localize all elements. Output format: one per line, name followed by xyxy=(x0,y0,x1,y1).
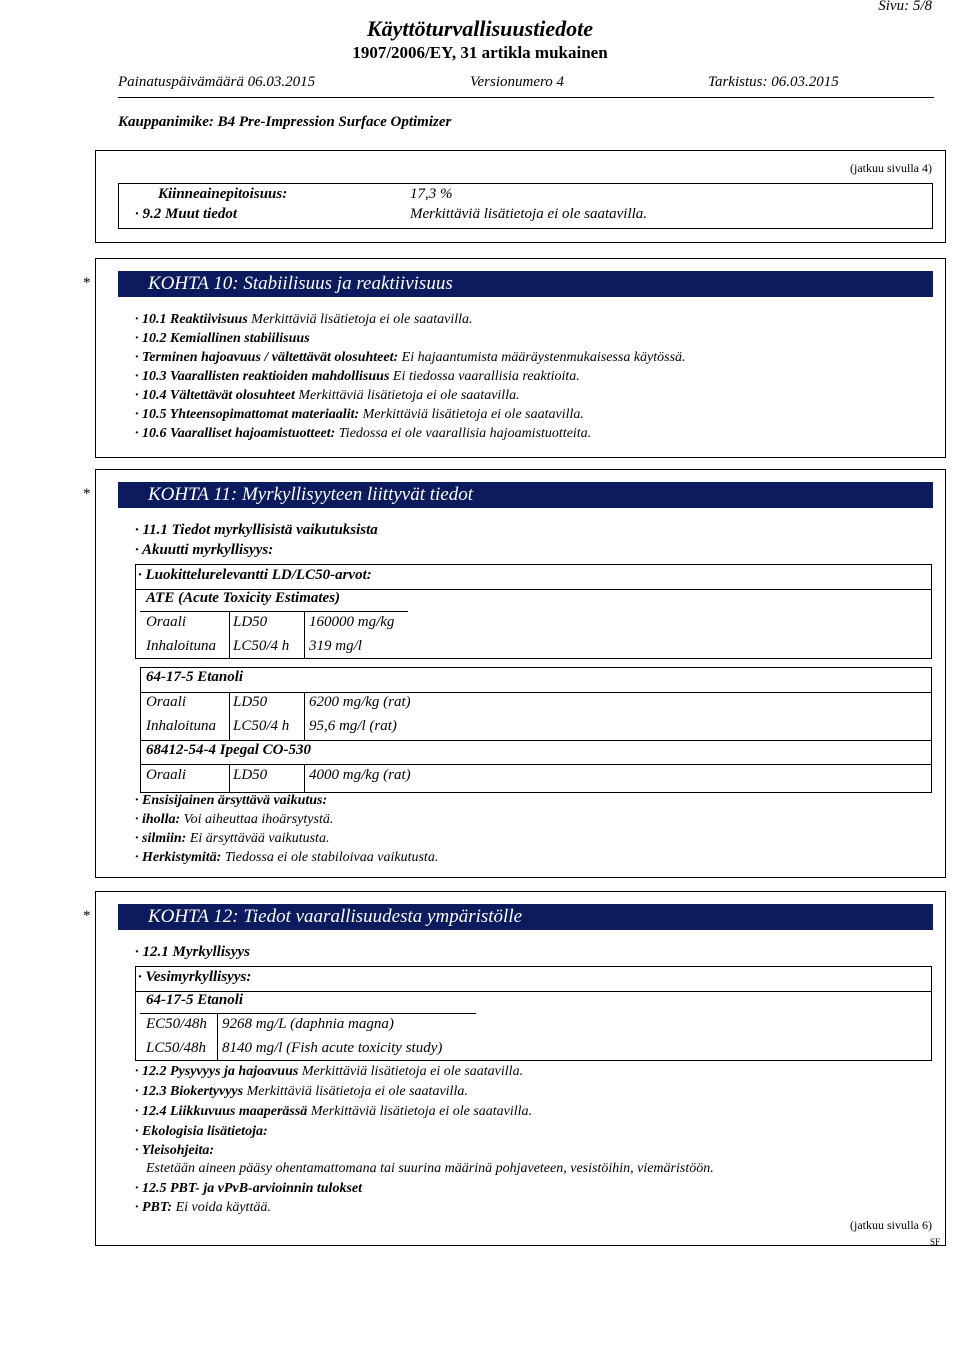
solids-value: 17,3 % xyxy=(410,186,453,202)
reactivity-line: · 10.1 Reaktiivisuus Merkittäviä lisätietoja ei ole saatavilla. xyxy=(135,312,473,327)
toxicity-line: · 12.1 Myrkyllisyys xyxy=(135,944,250,960)
ate-value: 160000 mg/kg xyxy=(309,614,395,630)
bioaccumulation-line: · 12.3 Biokertyvyys Merkittäviä lisätietoja ei ole saatavilla. xyxy=(135,1084,468,1099)
section-10-title: KOHTA 10: Stabiilisuus ja reaktiivisuus xyxy=(148,273,453,294)
aquatic-table-rule xyxy=(140,1013,476,1014)
ate-type: LD50 xyxy=(233,614,268,630)
persistence-line: · 12.2 Pysyvyys ja hajoavuus Merkittäviä lisätietoja ei ole saatavilla. xyxy=(135,1064,524,1079)
header-rule xyxy=(118,97,934,98)
aquatic-value: 9268 mg/L (daphnia magna) xyxy=(222,1016,394,1032)
substance-col-divider xyxy=(229,692,230,740)
tox-route: Inhaloituna xyxy=(146,718,216,734)
decomposition-products-line: · 10.6 Vaaralliset hajoamistuotteet: Tiedossa ei ole vaarallisia hajoamistuotteita. xyxy=(135,426,592,441)
hazardous-reactions-line: · 10.3 Vaarallisten reaktioiden mahdollisuus Ei tiedossa vaarallisia reaktioita. xyxy=(135,369,580,384)
sensitization-line: · Herkistymitä: Tiedossa ei ole stabiloivaa vaikutusta. xyxy=(135,850,439,865)
substance-title: 64-17-5 Etanoli xyxy=(146,669,244,685)
aquatic-table-header xyxy=(135,966,932,992)
ate-col-divider xyxy=(229,611,230,659)
ate-col-divider xyxy=(304,611,305,659)
tox-type: LD50 xyxy=(233,767,268,783)
section-11-heading xyxy=(118,482,933,508)
tox-value: 6200 mg/kg (rat) xyxy=(309,694,411,710)
substance-col-divider xyxy=(229,764,230,793)
toxicology-info-line: · 11.1 Tiedot myrkyllisistä vaikutuksista xyxy=(135,522,378,538)
aquatic-value: 8140 mg/l (Fish acute toxicity study) xyxy=(222,1040,443,1056)
conditions-to-avoid-line: · 10.4 Vältettävät olosuhteet Merkittäviä lisätietoja ei ole saatavilla. xyxy=(135,388,520,403)
substance-title: 68412-54-4 Ipegal CO-530 xyxy=(146,742,311,758)
tox-value: 95,6 mg/l (rat) xyxy=(309,718,397,734)
aquatic-substance-title: 64-17-5 Etanoli xyxy=(146,992,244,1008)
primary-irritation-line: · Ensisijainen ärsyttävä vaikutus: xyxy=(135,793,328,808)
substance-col-divider xyxy=(304,692,305,740)
ate-table-rule xyxy=(140,611,408,612)
document-subtitle: 1907/2006/EY, 31 artikla mukainen xyxy=(352,43,608,62)
aquatic-type: EC50/48h xyxy=(146,1016,207,1032)
section-11-title: KOHTA 11: Myrkyllisyyteen liittyvät tiedot xyxy=(148,484,474,505)
section-10-heading xyxy=(118,271,933,297)
other-info-label: · 9.2 Muut tiedot xyxy=(135,206,238,222)
pbt-line: · PBT: Ei voida käyttää. xyxy=(135,1200,271,1215)
aquatic-col-divider xyxy=(217,1013,218,1061)
section-12-title: KOHTA 12: Tiedot vaarallisuudesta ympäristölle xyxy=(148,906,523,927)
print-date: Painatuspäivämäärä 06.03.2015 xyxy=(118,74,316,90)
chemical-stability-line: · 10.2 Kemiallinen stabiilisuus xyxy=(135,331,310,346)
language-code: SF xyxy=(929,1237,940,1247)
ate-route: Inhaloituna xyxy=(146,638,216,654)
aquatic-type: LC50/48h xyxy=(146,1040,207,1056)
section-12-heading xyxy=(118,904,933,930)
other-info-value: Merkittäviä lisätietoja ei ole saatavilla. xyxy=(410,206,648,222)
aquatic-table-title: · Vesimyrkyllisyys: xyxy=(138,969,252,985)
substance-rule xyxy=(140,764,932,765)
revision-date: Tarkistus: 06.03.2015 xyxy=(708,74,839,90)
continued-from-note: (jatkuu sivulla 4) xyxy=(850,161,932,175)
thermal-decomposition-line: · Terminen hajoavuus / vältettävät olosuhteet: Ei hajaantumista määräystenmukaisessa käytössä. xyxy=(135,350,686,365)
skin-irritation-line: · iholla: Voi aiheuttaa ihoärsytystä. xyxy=(135,812,334,827)
solids-label: Kiinneainepitoisuus: xyxy=(158,186,288,202)
substance-rule xyxy=(140,740,932,741)
eye-irritation-line: · silmiin: Ei ärsyttävää vaikutusta. xyxy=(135,831,330,846)
tox-value: 4000 mg/kg (rat) xyxy=(309,767,411,783)
general-notes-text: Estetään aineen pääsy ohentamattomana tai suurina määrinä pohjaveteen, vesistöihin, viemäristöön. xyxy=(146,1161,714,1176)
ld-lc50-table-title: · Luokittelurelevantti LD/LC50-arvot: xyxy=(138,567,372,583)
tox-route: Oraali xyxy=(146,767,187,783)
pbt-results-line: · 12.5 PBT- ja vPvB-arvioinnin tulokset xyxy=(135,1181,362,1196)
acute-toxicity-line: · Akuutti myrkyllisyys: xyxy=(135,542,274,558)
version-number: Versionumero 4 xyxy=(470,74,565,90)
change-marker: * xyxy=(83,908,91,924)
incompatible-materials-line: · 10.5 Yhteensopimattomat materiaalit: Merkittäviä lisätietoja ei ole saatavilla. xyxy=(135,407,584,422)
ate-value: 319 mg/l xyxy=(309,638,362,654)
ecology-info-line: · Ekologisia lisätietoja: xyxy=(135,1124,268,1139)
substance-col-divider xyxy=(304,764,305,793)
substance-rule xyxy=(140,692,932,693)
ate-route: Oraali xyxy=(146,614,187,630)
general-notes-label: · Yleisohjeita: xyxy=(135,1143,215,1158)
ate-title: ATE (Acute Toxicity Estimates) xyxy=(146,590,341,606)
change-marker: * xyxy=(83,275,91,291)
tox-route: Oraali xyxy=(146,694,187,710)
change-marker: * xyxy=(83,486,91,502)
document-title: Käyttöturvallisuustiedote xyxy=(366,16,594,41)
mobility-line: · 12.4 Liikkuvuus maaperässä Merkittäviä lisätietoja ei ole saatavilla. xyxy=(135,1104,533,1119)
continued-to-note: (jatkuu sivulla 6) xyxy=(850,1218,932,1232)
page-number: Sivu: 5/8 xyxy=(878,0,932,14)
tox-type: LD50 xyxy=(233,694,268,710)
ate-type: LC50/4 h xyxy=(233,638,290,654)
trade-name: Kauppanimike: B4 Pre-Impression Surface Optimizer xyxy=(118,114,452,130)
tox-type: LC50/4 h xyxy=(233,718,290,734)
